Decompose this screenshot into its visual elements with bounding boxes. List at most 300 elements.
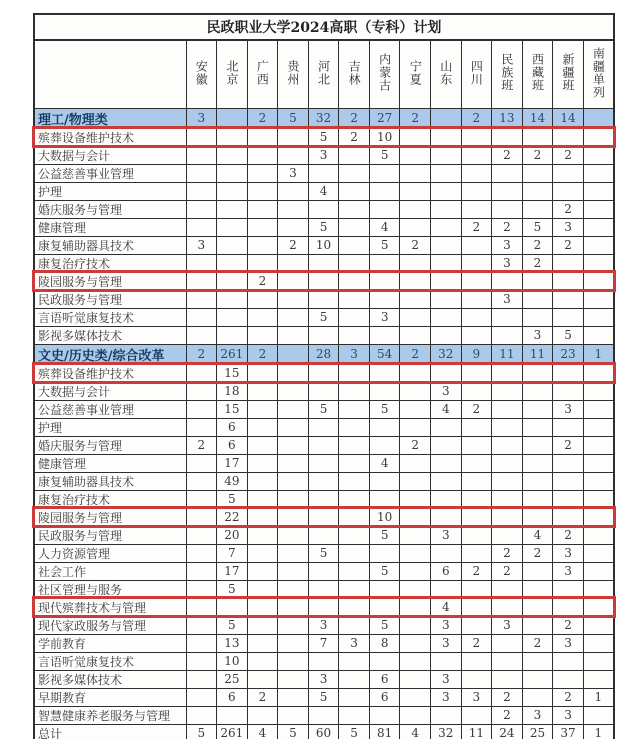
row-label: 影视多媒体技术 (34, 670, 186, 688)
cell-value (217, 308, 248, 326)
cell-value (400, 382, 431, 400)
column-header-3 (247, 40, 278, 108)
cell-value (431, 580, 462, 598)
cell-value (522, 652, 553, 670)
cell-value (553, 308, 584, 326)
cell-value (278, 128, 309, 146)
cell-value: 3 (553, 218, 584, 236)
cell-value: 2 (553, 526, 584, 544)
row-label: 言语听觉康复技术 (34, 308, 186, 326)
major-row (34, 688, 614, 706)
cell-value: 5 (308, 400, 339, 418)
row-label: 早期教育 (34, 688, 186, 706)
column-header-label: 安徽 (194, 59, 209, 86)
cell-value (339, 272, 370, 290)
cell-value (247, 580, 278, 598)
cell-value (308, 490, 339, 508)
cell-value (400, 364, 431, 382)
cell-value (278, 436, 309, 454)
cell-value: 3 (308, 670, 339, 688)
cell-value (461, 182, 492, 200)
cell-value (431, 436, 462, 454)
major-row (34, 218, 614, 236)
cell-value: 7 (217, 544, 248, 562)
cell-value: 3 (553, 400, 584, 418)
cell-value (492, 272, 523, 290)
cell-value (522, 364, 553, 382)
cell-value: 2 (492, 544, 523, 562)
cell-value (339, 308, 370, 326)
cell-value (186, 508, 217, 526)
cell-value (492, 634, 523, 652)
cell-value (308, 652, 339, 670)
cell-value (278, 652, 309, 670)
cell-value: 8 (369, 634, 400, 652)
cell-value (247, 436, 278, 454)
cell-value: 20 (217, 526, 248, 544)
cell-value (553, 598, 584, 616)
row-label: 总计 (34, 724, 186, 739)
cell-value (278, 598, 309, 616)
cell-value (492, 652, 523, 670)
cell-value (369, 580, 400, 598)
column-header-label: 南疆单列 (591, 46, 606, 99)
cell-value (431, 326, 462, 344)
cell-value (461, 472, 492, 490)
cell-value: 2 (278, 236, 309, 254)
row-label: 现代家政服务与管理 (34, 616, 186, 634)
cell-value (278, 326, 309, 344)
cell-value: 2 (247, 108, 278, 128)
plan-table (33, 13, 615, 739)
cell-value (339, 544, 370, 562)
cell-value (278, 490, 309, 508)
cell-value (278, 706, 309, 724)
cell-value (431, 254, 462, 272)
cell-value: 2 (553, 146, 584, 164)
major-row (34, 490, 614, 508)
cell-value: 2 (553, 236, 584, 254)
cell-value (461, 580, 492, 598)
cell-value: 14 (553, 108, 584, 128)
cell-value (492, 508, 523, 526)
cell-value (186, 308, 217, 326)
cell-value (186, 418, 217, 436)
cell-value (583, 526, 614, 544)
cell-value (553, 182, 584, 200)
cell-value (553, 290, 584, 308)
cell-value (431, 236, 462, 254)
cell-value (247, 562, 278, 580)
major-row (34, 706, 614, 724)
cell-value: 4 (247, 724, 278, 739)
cell-value (461, 128, 492, 146)
cell-value (583, 146, 614, 164)
cell-value (278, 508, 309, 526)
cell-value (339, 454, 370, 472)
cell-value (369, 382, 400, 400)
cell-value (247, 544, 278, 562)
cell-value (492, 436, 523, 454)
cell-value (369, 164, 400, 182)
row-label: 康复治疗技术 (34, 490, 186, 508)
major-row (34, 308, 614, 326)
row-label: 健康管理 (34, 454, 186, 472)
cell-value (247, 326, 278, 344)
cell-value (431, 218, 462, 236)
cell-value (553, 364, 584, 382)
cell-value (583, 454, 614, 472)
cell-value (186, 490, 217, 508)
cell-value (583, 652, 614, 670)
column-header-label: 新疆班 (561, 53, 576, 93)
cell-value (583, 490, 614, 508)
cell-value (461, 490, 492, 508)
cell-value: 2 (492, 688, 523, 706)
cell-value (308, 418, 339, 436)
cell-value (400, 598, 431, 616)
major-row (34, 472, 614, 490)
cell-value (583, 706, 614, 724)
row-label: 公益慈善事业管理 (34, 164, 186, 182)
major-row (34, 382, 614, 400)
cell-value: 6 (369, 670, 400, 688)
cell-value: 18 (217, 382, 248, 400)
cell-value: 5 (217, 490, 248, 508)
cell-value (461, 598, 492, 616)
cell-value (461, 670, 492, 688)
cell-value (583, 290, 614, 308)
cell-value: 4 (369, 218, 400, 236)
cell-value: 3 (492, 254, 523, 272)
cell-value: 2 (492, 218, 523, 236)
cell-value (553, 164, 584, 182)
cell-value (186, 364, 217, 382)
cell-value (186, 164, 217, 182)
cell-value (400, 128, 431, 146)
cell-value (522, 580, 553, 598)
cell-value (308, 706, 339, 724)
cell-value (186, 688, 217, 706)
cell-value: 3 (186, 236, 217, 254)
column-header-9 (431, 40, 462, 108)
section-row (34, 108, 614, 128)
cell-value (217, 164, 248, 182)
total-row (34, 724, 614, 739)
cell-value: 2 (522, 634, 553, 652)
cell-value (431, 364, 462, 382)
cell-value (492, 364, 523, 382)
major-row (34, 652, 614, 670)
cell-value (461, 418, 492, 436)
cell-value (461, 706, 492, 724)
cell-value (247, 508, 278, 526)
cell-value (278, 418, 309, 436)
cell-value (522, 490, 553, 508)
cell-value (339, 490, 370, 508)
column-header-7 (369, 40, 400, 108)
cell-value (522, 128, 553, 146)
cell-value: 3 (308, 146, 339, 164)
cell-value: 5 (308, 308, 339, 326)
cell-value (247, 526, 278, 544)
cell-value (247, 670, 278, 688)
cell-value: 2 (400, 108, 431, 128)
cell-value (308, 454, 339, 472)
cell-value: 60 (308, 724, 339, 739)
cell-value (186, 326, 217, 344)
cell-value: 2 (522, 236, 553, 254)
cell-value: 2 (553, 688, 584, 706)
cell-value (308, 364, 339, 382)
cell-value: 1 (583, 688, 614, 706)
cell-value (217, 272, 248, 290)
cell-value (492, 308, 523, 326)
major-row (34, 526, 614, 544)
cell-value (278, 146, 309, 164)
cell-value: 2 (492, 562, 523, 580)
cell-value (553, 508, 584, 526)
cell-value (308, 562, 339, 580)
cell-value: 5 (217, 616, 248, 634)
cell-value (583, 580, 614, 598)
cell-value: 2 (400, 344, 431, 364)
cell-value (522, 308, 553, 326)
major-row (34, 182, 614, 200)
cell-value (400, 688, 431, 706)
cell-value (308, 382, 339, 400)
cell-value (186, 616, 217, 634)
cell-value (461, 652, 492, 670)
row-label-header (34, 40, 186, 108)
cell-value (492, 418, 523, 436)
cell-value: 17 (217, 454, 248, 472)
cell-value (186, 272, 217, 290)
cell-value: 5 (217, 580, 248, 598)
cell-value (247, 164, 278, 182)
cell-value (583, 200, 614, 218)
cell-value (431, 128, 462, 146)
cell-value (308, 326, 339, 344)
cell-value: 11 (522, 344, 553, 364)
cell-value (431, 200, 462, 218)
cell-value (308, 508, 339, 526)
cell-value (369, 182, 400, 200)
cell-value (522, 272, 553, 290)
cell-value: 3 (492, 290, 523, 308)
row-label: 智慧健康养老服务与管理 (34, 706, 186, 724)
section-row (34, 344, 614, 364)
cell-value (339, 254, 370, 272)
cell-value (369, 490, 400, 508)
major-row (34, 400, 614, 418)
cell-value: 2 (461, 218, 492, 236)
cell-value (431, 418, 462, 436)
row-label: 大数据与会计 (34, 382, 186, 400)
cell-value (400, 490, 431, 508)
cell-value (339, 580, 370, 598)
cell-value (583, 236, 614, 254)
cell-value (431, 652, 462, 670)
cell-value: 13 (217, 634, 248, 652)
row-label: 陵园服务与管理 (34, 272, 186, 290)
cell-value (369, 254, 400, 272)
cell-value (278, 182, 309, 200)
cell-value (247, 400, 278, 418)
column-header-label: 山东 (438, 59, 453, 86)
cell-value: 6 (369, 688, 400, 706)
cell-value (431, 182, 462, 200)
cell-value: 3 (522, 706, 553, 724)
cell-value: 11 (461, 724, 492, 739)
cell-value (461, 164, 492, 182)
cell-value: 27 (369, 108, 400, 128)
cell-value (400, 290, 431, 308)
cell-value (522, 454, 553, 472)
cell-value (217, 182, 248, 200)
major-row (34, 616, 614, 634)
cell-value: 2 (339, 128, 370, 146)
cell-value: 2 (247, 344, 278, 364)
cell-value (400, 616, 431, 634)
column-header-8 (400, 40, 431, 108)
column-header-4 (278, 40, 309, 108)
cell-value (400, 544, 431, 562)
cell-value: 10 (308, 236, 339, 254)
cell-value (400, 670, 431, 688)
row-label: 康复治疗技术 (34, 254, 186, 272)
row-label: 婚庆服务与管理 (34, 200, 186, 218)
cell-value (492, 490, 523, 508)
cell-value (553, 254, 584, 272)
row-label: 文史/历史类/综合改革 (34, 344, 186, 364)
cell-value (339, 218, 370, 236)
cell-value (492, 670, 523, 688)
cell-value (553, 272, 584, 290)
major-row (34, 236, 614, 254)
cell-value (431, 164, 462, 182)
cell-value (400, 182, 431, 200)
cell-value (492, 400, 523, 418)
column-header-label: 四川 (469, 59, 484, 86)
cell-value (339, 526, 370, 544)
cell-value (583, 182, 614, 200)
cell-value (308, 164, 339, 182)
cell-value: 3 (431, 616, 462, 634)
cell-value (247, 418, 278, 436)
cell-value (339, 562, 370, 580)
row-label: 民政服务与管理 (34, 526, 186, 544)
cell-value (278, 544, 309, 562)
cell-value (339, 164, 370, 182)
cell-value: 2 (186, 436, 217, 454)
cell-value (583, 508, 614, 526)
cell-value (400, 164, 431, 182)
cell-value (522, 688, 553, 706)
cell-value (522, 182, 553, 200)
cell-value: 17 (217, 562, 248, 580)
cell-value (522, 562, 553, 580)
cell-value (247, 236, 278, 254)
cell-value (339, 670, 370, 688)
row-label: 言语听觉康复技术 (34, 652, 186, 670)
table-title: 民政职业大学2024高职（专科）计划 (34, 14, 614, 40)
major-row (34, 580, 614, 598)
cell-value (553, 454, 584, 472)
cell-value: 3 (339, 634, 370, 652)
cell-value: 24 (492, 724, 523, 739)
cell-value: 5 (369, 616, 400, 634)
cell-value: 81 (369, 724, 400, 739)
cell-value: 3 (492, 236, 523, 254)
cell-value: 5 (369, 146, 400, 164)
cell-value (339, 200, 370, 218)
cell-value: 2 (461, 400, 492, 418)
cell-value (522, 200, 553, 218)
cell-value (461, 526, 492, 544)
cell-value: 3 (431, 688, 462, 706)
cell-value (369, 418, 400, 436)
cell-value: 2 (186, 344, 217, 364)
cell-value (461, 382, 492, 400)
cell-value: 3 (308, 616, 339, 634)
cell-value (369, 472, 400, 490)
cell-value (369, 272, 400, 290)
cell-value: 5 (369, 562, 400, 580)
cell-value: 2 (522, 146, 553, 164)
cell-value: 5 (308, 128, 339, 146)
cell-value (247, 218, 278, 236)
cell-value (400, 454, 431, 472)
column-header-2 (217, 40, 248, 108)
cell-value (186, 634, 217, 652)
cell-value (461, 436, 492, 454)
row-label: 民政服务与管理 (34, 290, 186, 308)
cell-value: 261 (217, 724, 248, 739)
cell-value (522, 598, 553, 616)
cell-value (217, 108, 248, 128)
cell-value (461, 544, 492, 562)
cell-value (339, 364, 370, 382)
cell-value: 15 (217, 364, 248, 382)
cell-value (553, 670, 584, 688)
cell-value (186, 544, 217, 562)
cell-value (247, 472, 278, 490)
cell-value (400, 308, 431, 326)
row-label: 殡葬设备维护技术 (34, 364, 186, 382)
column-header-1 (186, 40, 217, 108)
cell-value (522, 616, 553, 634)
cell-value (522, 382, 553, 400)
cell-value (217, 290, 248, 308)
row-label: 婚庆服务与管理 (34, 436, 186, 454)
cell-value: 13 (492, 108, 523, 128)
cell-value (583, 326, 614, 344)
cell-value (583, 218, 614, 236)
cell-value (186, 200, 217, 218)
cell-value: 5 (522, 218, 553, 236)
cell-value: 5 (308, 688, 339, 706)
cell-value (431, 490, 462, 508)
cell-value (339, 182, 370, 200)
row-label: 康复辅助器具技术 (34, 472, 186, 490)
cell-value: 2 (522, 254, 553, 272)
column-header-13 (553, 40, 584, 108)
cell-value (431, 508, 462, 526)
cell-value: 32 (431, 344, 462, 364)
major-row (34, 200, 614, 218)
column-header-label: 河北 (316, 59, 331, 86)
